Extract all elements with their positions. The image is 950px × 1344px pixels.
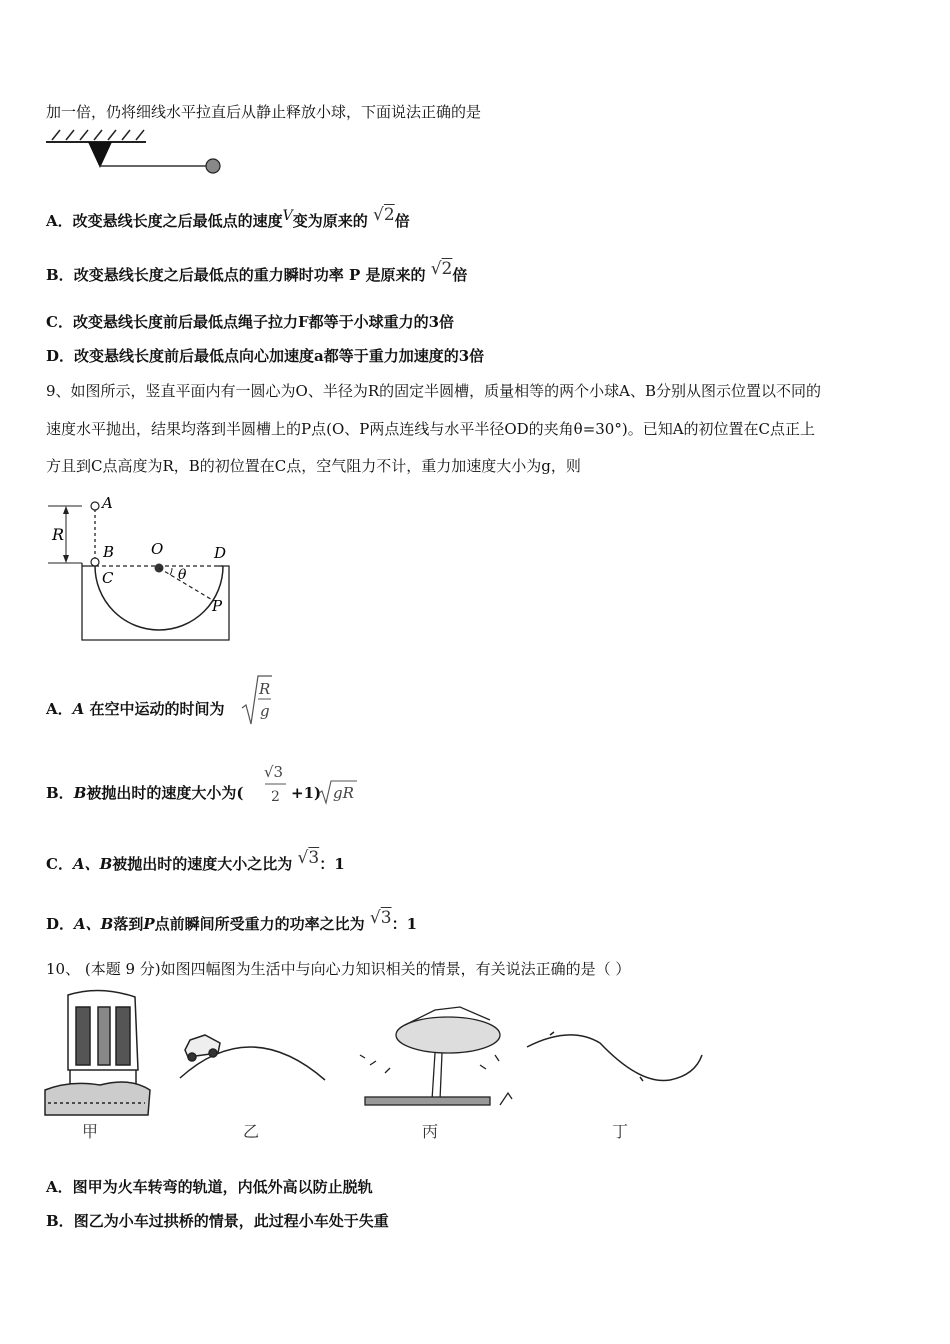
q9-option-b: B．B被抛出时的速度大小为( xyxy=(46,784,244,802)
q9-option-b-tail: +1) xyxy=(291,784,322,802)
q8-option-d: D．改变悬线长度前后最低点向心加速度a都等于重力加速度的3倍 xyxy=(46,347,485,365)
caption-yi: 乙 xyxy=(243,1122,260,1141)
svg-text:g: g xyxy=(260,702,270,720)
svg-text:√3: √3 xyxy=(264,763,284,781)
q9-option-a: A．A 在空中运动的时间为 xyxy=(46,700,225,718)
caption-bing: 丙 xyxy=(422,1122,439,1141)
q9-option-d: D．A、B落到P点前瞬间所受重力的功率之比为 √3：1 xyxy=(46,908,417,933)
caption-jia: 甲 xyxy=(82,1122,99,1141)
q9-stem-line-1: 9、如图所示，竖直平面内有一圆心为O、半径为R的固定半圆槽，质量相等的两个小球A、B分别从图示位置以不同的 xyxy=(46,382,821,400)
label-theta: θ xyxy=(178,567,187,583)
q9-stem-line-2: 速度水平抛出，结果均落到半圆槽上的P点(O、P两点连线与水平半径OD的夹角θ=30°)。已知A的初位置在C点正上 xyxy=(46,420,816,438)
ball-a xyxy=(91,502,99,510)
ceiling-hatch xyxy=(52,130,144,140)
q9-stem-line-3: 方且到C点高度为R，B的初位置在C点，空气阻力不计，重力加速度大小为g，则 xyxy=(46,457,581,475)
pendulum-figure xyxy=(44,128,229,180)
q10-option-a: A．图甲为火车转弯的轨道，内低外高以防止脱轨 xyxy=(46,1178,373,1196)
label-p: P xyxy=(212,597,223,615)
q10-option-b: B．图乙为小车过拱桥的情景，此过程小车处于失重 xyxy=(46,1212,389,1230)
ball-b xyxy=(91,558,99,566)
pivot-support xyxy=(88,142,112,168)
ball xyxy=(206,159,220,173)
label-b: B xyxy=(103,543,115,561)
svg-text:2: 2 xyxy=(271,789,280,805)
svg-text:gR: gR xyxy=(333,784,354,802)
sqrt-r-over-g xyxy=(240,672,274,728)
svg-text:R: R xyxy=(259,680,271,698)
sqrt-gr xyxy=(317,778,359,806)
semicircle xyxy=(95,566,223,630)
q10-stem: 10、 (本题 9 分)如图四幅图为生活中与向心力知识相关的情景，有关说法正确的是（ ） xyxy=(46,960,631,978)
label-r: R xyxy=(52,525,65,544)
q9-option-c: C．A、B被抛出时的速度大小之比为 √3：1 xyxy=(46,848,345,873)
q8-option-c: C．改变悬线长度前后最低点绳子拉力F都等于小球重力的3倍 xyxy=(46,313,455,331)
semicircle-groove-figure xyxy=(46,490,241,645)
fraction-sqrt3-over-2 xyxy=(262,758,290,806)
figure-ding-track xyxy=(527,1032,702,1081)
label-o: O xyxy=(151,540,164,558)
figure-jia-train xyxy=(45,990,150,1115)
q10-figures xyxy=(40,985,710,1145)
figure-bing-swing-ride xyxy=(360,1007,512,1105)
caption-ding: 丁 xyxy=(612,1122,629,1141)
figure-yi-bridge xyxy=(180,1035,325,1080)
intro-text: 加一倍，仍将细线水平拉直后从静止释放小球，下面说法正确的是 xyxy=(46,103,482,121)
label-d: D xyxy=(214,544,227,562)
label-c: C xyxy=(102,569,114,587)
label-a: A xyxy=(102,494,113,512)
q8-option-b: B．改变悬线长度之后最低点的重力瞬时功率 P 是原来的 √2倍 xyxy=(46,259,468,284)
q8-option-a: A．改变悬线长度之后最低点的速度$^V$变为原来的 √2倍 xyxy=(46,205,410,230)
